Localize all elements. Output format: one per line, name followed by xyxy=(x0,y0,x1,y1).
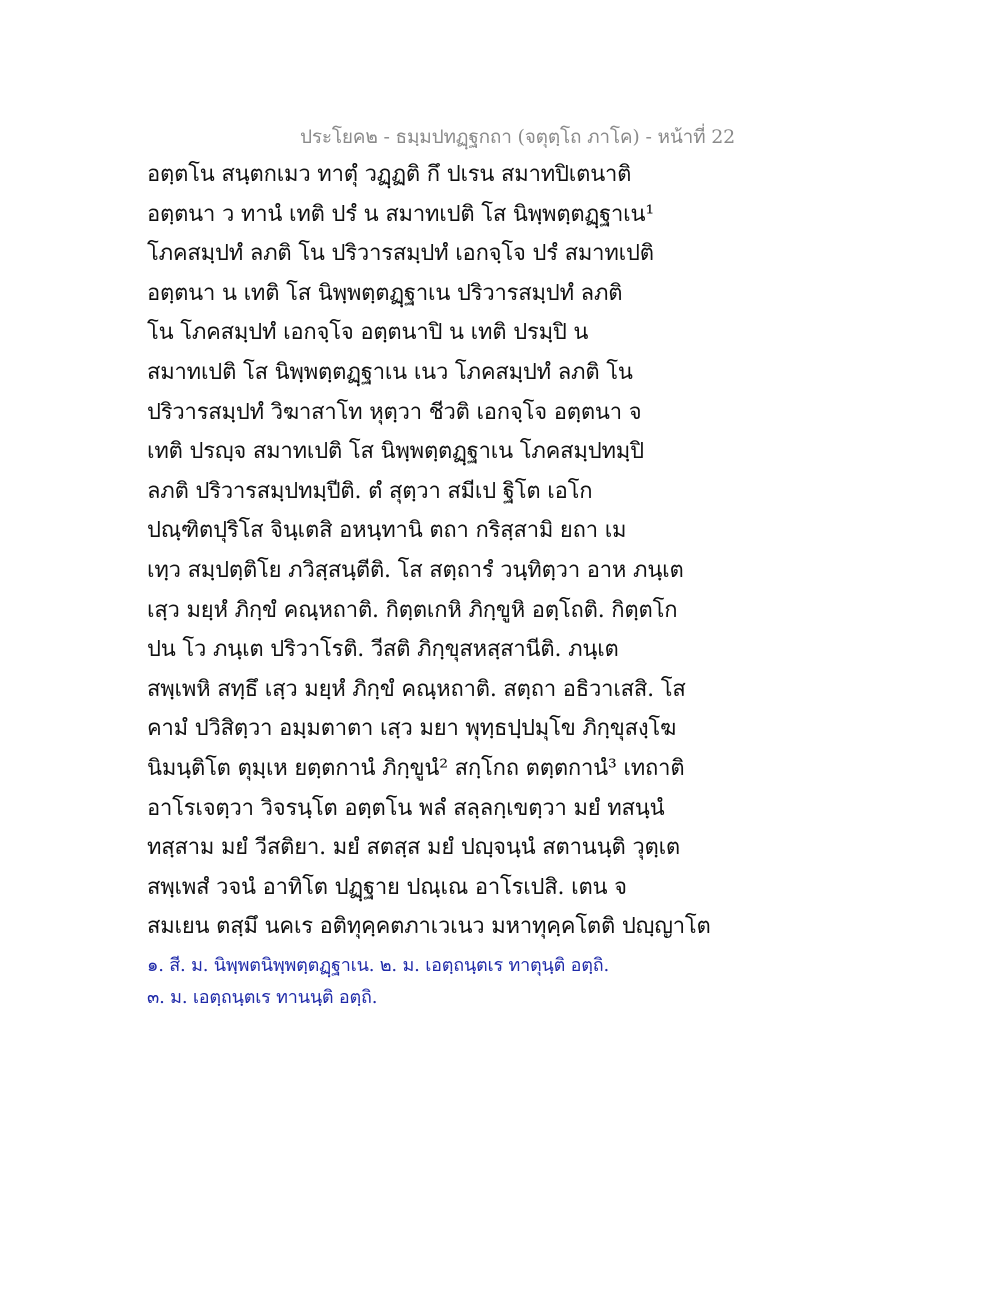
text-line: อาโรเจตฺวา วิจรนฺโต อตฺตโน พลํ สลฺลกฺเขตฺวา มยํ ทสนฺนํ xyxy=(147,795,665,821)
text-line: ปณฺฑิตปุริโส จินฺเตสิ อหนฺทานิ ตถา กริสฺสามิ ยถา เม xyxy=(147,518,627,544)
body-text xyxy=(147,155,711,947)
text-line: ทสฺสาม มยํ วีสติยา. มยํ สตสฺส มยํ ปญฺจนฺนํ สตานนฺติ วุตฺเต xyxy=(147,835,680,861)
footnotes xyxy=(147,950,707,1014)
text-line: โภคสมฺปทํ ลภติ โน ปริวารสมฺปทํ เอกจฺโจ ปรํ สมาทเปติ xyxy=(147,241,654,267)
text-line: สพฺเพหิ สทฺธึ เสฺว มยฺหํ ภิกฺขํ คณฺหถาติ. สตฺถา อธิวาเสสิ. โส xyxy=(147,676,686,702)
footnote-line: ๓. ม. เอตฺถนฺตเร ทานนฺติ อตฺถิ. xyxy=(147,987,378,1008)
text-line: โน โภคสมฺปทํ เอกจฺโจ อตฺตนาปิ น เทติ ปรมฺปิ น xyxy=(147,320,589,346)
text-line: เสฺว มยฺหํ ภิกฺขํ คณฺหถาติ. กิตฺตเกหิ ภิกฺขูหิ อตฺโถติ. กิตฺตโก xyxy=(147,597,678,623)
text-line: สมาทเปติ โส นิพฺพตฺตฏฺฐาเน เนว โภคสมฺปทํ ลภติ โน xyxy=(147,359,633,385)
text-line: เทฺว สมฺปตฺติโย ภวิสฺสนฺตีติ. โส สตฺถารํ วนฺทิตฺวา อาห ภนฺเต xyxy=(147,557,684,583)
text-line: อตฺตนา น เทติ โส นิพฺพตฺตฏฺฐาเน ปริวารสมฺปทํ ลภติ xyxy=(147,280,623,306)
text-line: ปน โว ภนฺเต ปริวาโรติ. วีสติ ภิกฺขุสหสฺสานีติ. ภนฺเต xyxy=(147,637,619,663)
text-line: สพฺเพสํ วจนํ อาทิโต ปฏฺฐาย ปณฺเณ อาโรเปสิ. เตน จ xyxy=(147,874,627,900)
text-line: ลภติ ปริวารสมฺปทมฺปีติ. ตํ สุตฺวา สมีเป ฐิโต เอโก xyxy=(147,478,593,504)
footnote-line: ๑. สี. ม. นิพฺพตนิพฺพตฺตฏฺฐาเน. ๒. ม. เอตฺถนฺตเร ทาตุนฺติ อตฺถิ. xyxy=(147,955,609,976)
text-line: นิมนฺติโต ตุมฺเห ยตฺตกานํ ภิกฺขูนํ² สกฺโกถ ตตฺตกานํ³ เทถาติ xyxy=(147,755,685,781)
text-line: อตฺตโน สนฺตกเมว ทาตุํ วฏฺฏติ กึ ปเรน สมาทปิเตนาติ xyxy=(147,162,632,187)
text-line: เทติ ปรญฺจ สมาทเปติ โส นิพฺพตฺตฏฺฐาเน โภคสมฺปทมฺปิ xyxy=(147,439,644,465)
text-line: สมเยน ตสฺมึ นคเร อติทุคฺคตภาเวเนว มหาทุคฺคโตติ ปญฺญาโต xyxy=(147,914,711,940)
running-header: ประโยค๒ - ธมฺมปทฏฺฐกถา (จตุตฺโถ ภาโค) - หน้าที่ 22 xyxy=(300,126,736,148)
text-line: ปริวารสมฺปทํ วิฆาสาโท หุตฺวา ชีวติ เอกจฺโจ อตฺตนา จ xyxy=(147,399,642,425)
text-line: อตฺตนา ว ทานํ เทติ ปรํ น สมาทเปติ โส นิพฺพตฺตฏฺฐาเน¹ xyxy=(147,201,654,227)
text-line: คามํ ปวิสิตฺวา อมฺมตาตา เสฺว มยา พุทฺธปฺปมุโข ภิกฺขุสงฺโฆ xyxy=(147,716,677,742)
